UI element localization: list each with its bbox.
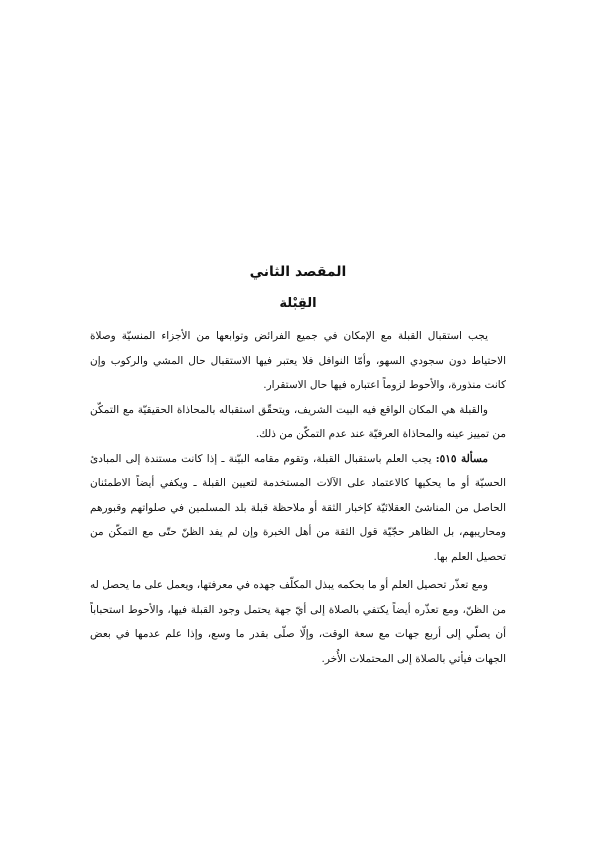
paragraph-text: ومع تعذّر تحصيل العلم أو ما بحكمه يبذل المكلّف جهده في معرفتها، ويعمل على ما يحصل له من الظنّ، ومع تعذّره أيضاً يكتفي بالصلاة إلى أيّ جهة يحتمل وجود القبلة فيها، والأحوط استحباباً أن يصلّي إلى أربع جهات مع سعة الوقت، وإلّا صلّى بقدر ما وسع، وإذا علم عدمها في بعض الجهات فيأتي بالصلاة إلى المحتملات الأُخر. <box>90 579 506 665</box>
paragraph-text: يجب العلم باستقبال القبلة، وتقوم مقامه البيّنة ـ إذا كانت مستندة إلى المبادئ الحسيّة أو ما يحكيها كالاعتماد على الآلات المستخدمة لتعيين القبلة ـ ويكفي أيضاً الاطمئنان الحاصل من المناشئ العقلائيّة كإخبار الثقة أو ملاحظة قبلة بلد المسلمين في صلواتهم وقبورهم ومحاريبهم، بل الظاهر حجّيّة قول الثقة من أهل الخبرة وإن لم يفد الظنّ حتّى مع التمكّن من تحصيل العلم بها. <box>90 452 506 563</box>
paragraph-qibla-definition <box>90 398 506 447</box>
paragraph-text: والقبلة هي المكان الواقع فيه البيت الشريف، ويتحقّق استقباله بالمحاذاة الحقيقيّة مع التمكّن من تمييز عينه والمحاذاة العرفيّة عند عدم التمكّن من ذلك. <box>90 403 506 440</box>
chapter-title: المقصد الثاني <box>249 264 347 280</box>
issue-number-label: مسألة ٥١٥: <box>435 452 488 465</box>
paragraph-qibla-uncertainty <box>90 573 506 671</box>
section-title: القِبْلة <box>279 296 317 311</box>
paragraph-issue-515 <box>90 447 506 570</box>
page-content <box>90 262 506 671</box>
paragraph-text: يجب استقبال القبلة مع الإمكان في جميع الفرائض وتوابعها من الأجزاء المنسيّة وصلاة الاحتياط دون سجودي السهو، وأمّا النوافل فلا يعتبر فيها الاستقبال حال المشي والركوب وإن كانت منذورة، والأحوط لزوماً اعتباره فيها حال الاستقرار. <box>90 330 506 391</box>
paragraph-qibla-obligation <box>90 324 506 398</box>
